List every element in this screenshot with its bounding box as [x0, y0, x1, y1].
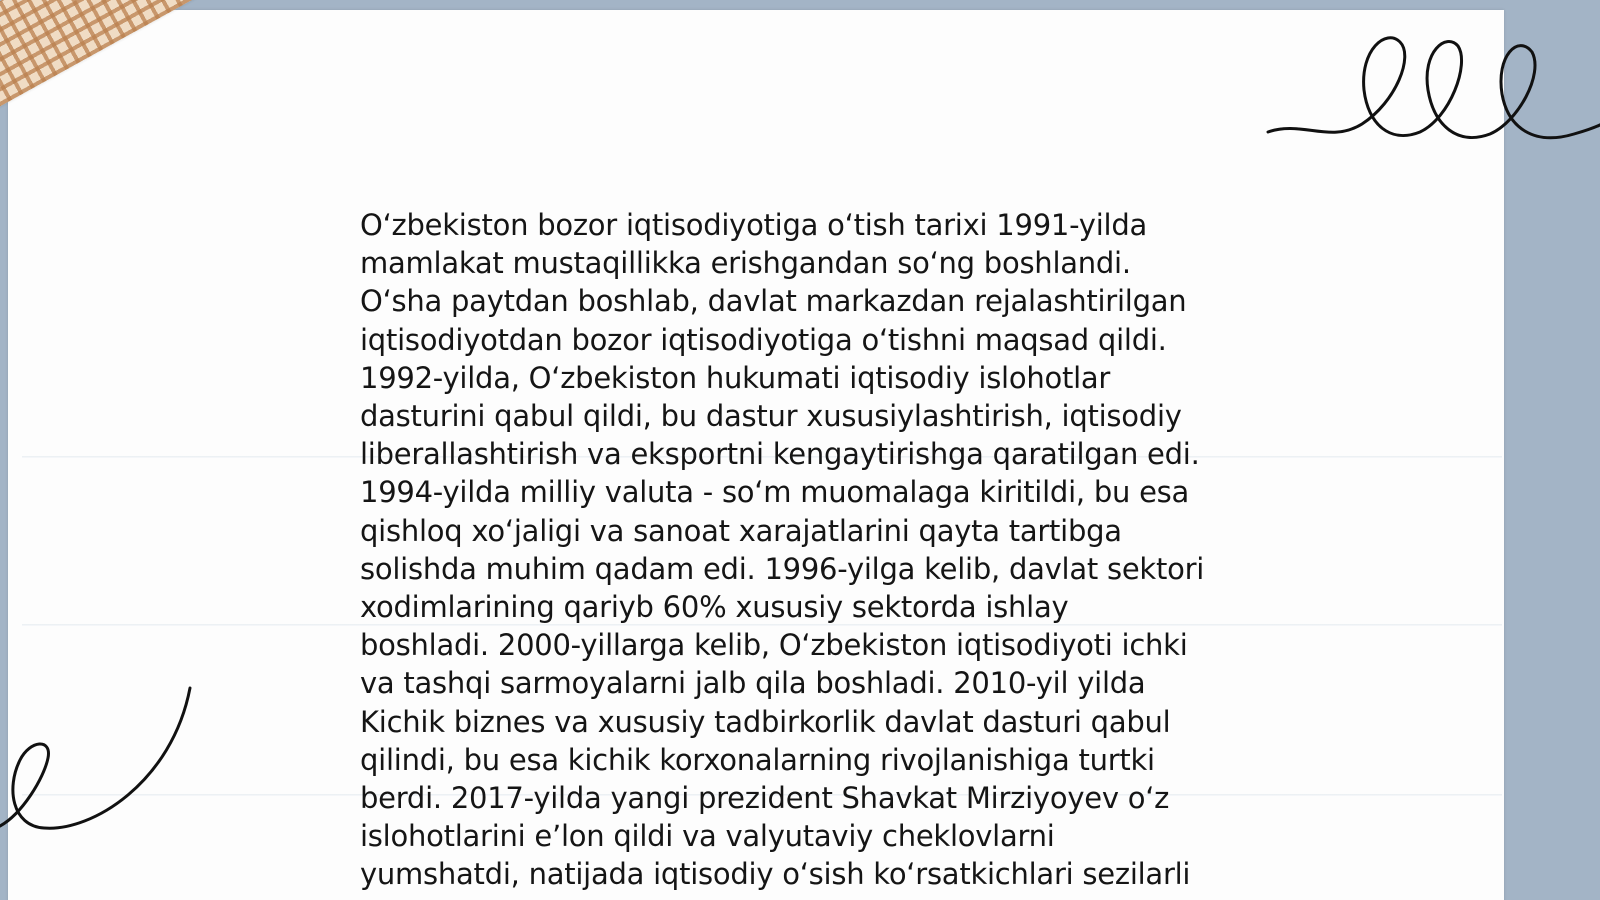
paragraph-line: qishloq xo‘jaligi va sanoat xarajatlarini qayta tartibga	[360, 513, 1122, 548]
paragraph-line: berdi. 2017-yilda yangi prezident Shavkat Mirziyoyev o‘z	[360, 781, 1170, 816]
paragraph-line: Kichik biznes va xususiy tadbirkorlik davlat dasturi qabul	[360, 704, 1171, 739]
top-right-loop-doodle	[1268, 28, 1600, 160]
bottom-left-swirl-doodle	[0, 686, 200, 846]
paragraph-line: 1994-yilda milliy valuta - so‘m muomalaga kiritildi, bu esa	[360, 475, 1190, 510]
paragraph-line: boshladi. 2000-yillarga kelib, O‘zbekiston iqtisodiyoti ichki	[360, 628, 1188, 663]
paragraph-line: islohotlarini e’lon qildi va valyutaviy cheklovlarni	[360, 819, 1055, 854]
paragraph-line: liberallashtirish va eksportni kengaytirishga qaratilgan edi.	[360, 437, 1200, 472]
paragraph-line: O‘zbekiston bozor iqtisodiyotiga o‘tish tarixi 1991-yilda	[360, 208, 1148, 242]
paragraph-line: va tashqi sarmoyalarni jalb qila boshladi. 2010-yil yilda	[360, 666, 1146, 701]
paragraph-line: iqtisodiyotdan bozor iqtisodiyotiga o‘tishni maqsad qildi.	[360, 322, 1167, 357]
paragraph-line: mamlakat mustaqillikka erishgandan so‘ng boshlandi.	[360, 246, 1131, 281]
history-paragraph	[360, 206, 1260, 894]
paragraph-line: xodimlarining qariyb 60% xususiy sektorda ishlay	[360, 590, 1069, 625]
paragraph-line: O‘sha paytdan boshlab, davlat markazdan rejalashtirilgan	[360, 284, 1187, 319]
paragraph-line: qilindi, bu esa kichik korxonalarning rivojlanishiga turtki	[360, 742, 1155, 777]
paragraph-line: solishda muhim qadam edi. 1996-yilga kelib, davlat sektori	[360, 551, 1205, 586]
paragraph-line: dasturini qabul qildi, bu dastur xususiylashtirish, iqtisodiy	[360, 399, 1182, 434]
paragraph-line: yumshatdi, natijada iqtisodiy o‘sish ko‘rsatkichlari sezilarli	[360, 857, 1191, 892]
paragraph-line: 1992-yilda, O‘zbekiston hukumati iqtisodiy islohotlar	[360, 360, 1111, 395]
